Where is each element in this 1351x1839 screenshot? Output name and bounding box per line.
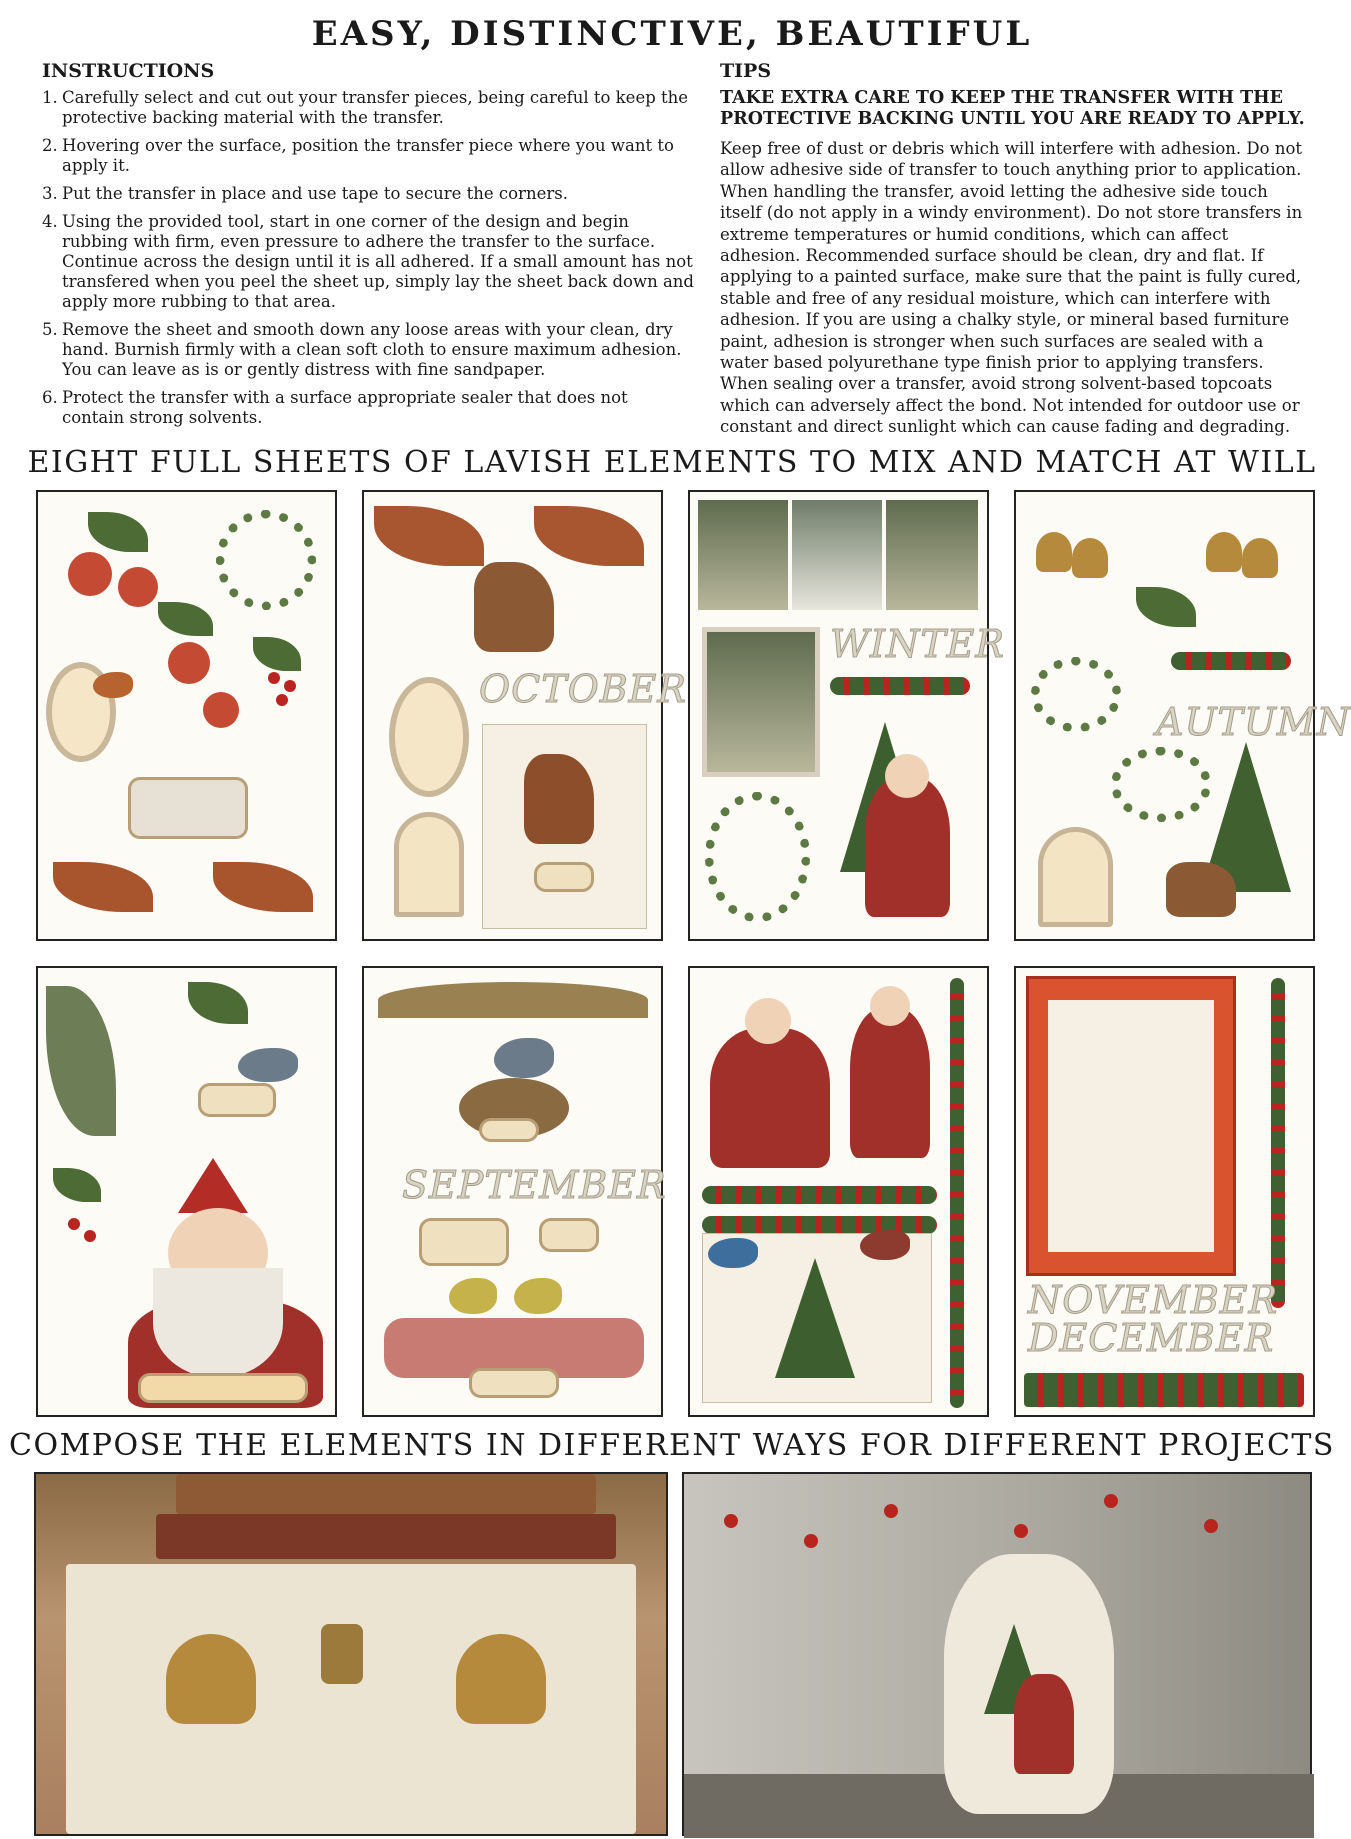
instruction-step: 5. Remove the sheet and smooth down any loose areas with your clean, dry hand. Burnish firmly with a clean soft cloth to ensure maximum adhesion. You can leave as is or gently distress with fine sandpaper. bbox=[42, 320, 682, 379]
bird-illustration bbox=[93, 672, 133, 698]
sheet-santa-holly bbox=[688, 966, 989, 1417]
sheet-label-december: DECEMBER bbox=[1028, 1316, 1275, 1360]
tips-body: Keep free of dust or debris which will interfere with adhesion. Do not allow adhesive side of transfer to touch anything prior to application. When handling the transfer, avoid letting the adhesive side touch itself (do not apply in a windy environment). Do not store transfers in extreme temperatures or humid conditions, which can affect adhesion. Recommended surface should be clean, dry and flat. If applying to a painted surface, make sure that the paint is fully cured, stable and free of any residual moisture, which can interfere with adhesion. If you are using a chalky style, or mineral based furniture paint, adhesion is stronger when such surfaces are sealed with a water based polyurethane type finish prior to applying transfers. When sealing over a transfer, avoid strong solvent-based topcoats which can adversely affect the bond. Not intended for outdoor use or constant and direct sunlight which can cause fading and degrading. bbox=[720, 139, 1303, 437]
instruction-step: 2. Hovering over the surface, position the transfer piece where you want to apply it. bbox=[42, 136, 674, 175]
bird-illustration bbox=[449, 1278, 497, 1314]
instruction-step: 1. Carefully select and cut out your transfer pieces, being careful to keep the protective backing material with the transfer. bbox=[42, 88, 689, 127]
bird-illustration bbox=[514, 1278, 562, 1314]
santa-illustration bbox=[865, 777, 950, 917]
instruction-step: 6. Protect the transfer with a surface appropriate sealer that does not contain strong solvents. bbox=[42, 388, 628, 427]
bird-illustration bbox=[708, 1238, 758, 1268]
autumn-leaves-illustration bbox=[53, 862, 153, 912]
instructions-heading: INSTRUCTIONS bbox=[42, 60, 215, 82]
sheet-apples-holly bbox=[36, 490, 337, 941]
tips-lead: TAKE EXTRA CARE TO KEEP THE TRANSFER WITH THE PROTECTIVE BACKING UNTIL YOU ARE READY TO APPLY. bbox=[720, 88, 1305, 129]
santa-face-illustration bbox=[745, 998, 791, 1044]
bell-illustration bbox=[1036, 532, 1072, 572]
foliage-illustration bbox=[534, 506, 644, 566]
santa-hat-illustration bbox=[178, 1158, 248, 1213]
foliage-illustration bbox=[374, 506, 484, 566]
tips-heading: TIPS bbox=[720, 60, 772, 82]
sheet-label-september: SEPTEMBER bbox=[402, 1163, 667, 1207]
floral-vine-illustration bbox=[46, 986, 116, 1136]
tips-section bbox=[720, 60, 1310, 438]
leaf-illustration bbox=[158, 602, 213, 636]
squirrel-illustration bbox=[524, 754, 594, 844]
apple-illustration bbox=[68, 552, 112, 596]
label-plaque-illustration bbox=[539, 1218, 599, 1252]
oval-frame-illustration bbox=[389, 677, 469, 797]
bell-decal-illustration bbox=[166, 1634, 256, 1724]
instructions-list bbox=[42, 88, 694, 428]
poem-page-illustration bbox=[1048, 1000, 1214, 1252]
sheets-heading: EIGHT FULL SHEETS OF LAVISH ELEMENTS TO MIX AND MATCH AT WILL bbox=[27, 445, 1317, 480]
tree-scene-illustration bbox=[792, 500, 882, 610]
apple-illustration bbox=[118, 567, 158, 607]
santa-reading-illustration bbox=[710, 1028, 830, 1168]
project-photo-pitcher bbox=[682, 1472, 1312, 1836]
holly-illustration bbox=[253, 637, 301, 671]
instruction-step: 4. Using the provided tool, start in one corner of the design and begin rubbing with firm, even pressure to adhere the transfer to the surface. Continue across the design until it is all adhered. If a small amount has not transfered when you peel the sheet up, simply lay the sheet back down and apply more rubbing to that area. bbox=[42, 212, 694, 311]
bell-decal-illustration bbox=[456, 1634, 546, 1724]
sheet-label-winter: WINTER bbox=[830, 622, 1006, 666]
oval-wreath-illustration bbox=[1031, 657, 1121, 732]
bird-illustration bbox=[494, 1038, 554, 1078]
santa-decal-illustration bbox=[1014, 1674, 1074, 1774]
berry-illustration bbox=[724, 1514, 738, 1528]
deer-illustration bbox=[1166, 862, 1236, 917]
santa-standing-illustration bbox=[850, 1008, 930, 1158]
bird-illustration bbox=[238, 1048, 298, 1082]
tree-illustration bbox=[775, 1258, 855, 1378]
apple-illustration bbox=[168, 642, 210, 684]
leaf-illustration bbox=[88, 512, 148, 552]
holly-vine-illustration bbox=[950, 978, 964, 1408]
berry-illustration bbox=[804, 1534, 818, 1548]
berry-illustration bbox=[884, 1504, 898, 1518]
label-plaque-illustration bbox=[198, 1083, 276, 1117]
bird-illustration bbox=[860, 1230, 910, 1260]
sheet-label-october: OCTOBER bbox=[479, 667, 688, 711]
instruction-step: 3. Put the transfer in place and use tape to secure the corners. bbox=[42, 184, 568, 203]
santa-face-illustration bbox=[870, 986, 910, 1026]
arch-frame-illustration bbox=[1038, 827, 1113, 927]
sheet-label-november: NOVEMBER bbox=[1028, 1278, 1279, 1322]
oak-leaf-illustration bbox=[1136, 587, 1196, 627]
oak-leaf-illustration bbox=[188, 982, 248, 1024]
berry-illustration bbox=[84, 1230, 96, 1242]
book-illustration bbox=[176, 1474, 596, 1514]
stag-illustration bbox=[474, 562, 554, 652]
santa-face-illustration bbox=[885, 754, 929, 798]
sheet-winter bbox=[688, 490, 1006, 941]
wooden-chest-illustration bbox=[66, 1564, 636, 1834]
label-plaque-illustration bbox=[479, 1118, 539, 1142]
oval-wreath-illustration bbox=[1111, 747, 1211, 822]
oval-wreath-illustration bbox=[705, 792, 810, 922]
holly-garland-illustration bbox=[830, 677, 970, 695]
book-illustration bbox=[156, 1514, 616, 1559]
holly-vine-illustration bbox=[1271, 978, 1285, 1308]
berry-illustration bbox=[1204, 1519, 1218, 1533]
ornate-plaque-illustration bbox=[128, 777, 248, 839]
sheet-october bbox=[362, 490, 688, 941]
santa-forest-illustration bbox=[886, 500, 978, 610]
holly-border-illustration bbox=[1024, 1373, 1304, 1407]
page-title: EASY, DISTINCTIVE, BEAUTIFUL bbox=[311, 14, 1033, 54]
arch-frame-illustration bbox=[394, 812, 464, 917]
projects-heading: COMPOSE THE ELEMENTS IN DIFFERENT WAYS FOR DIFFERENT PROJECTS bbox=[9, 1428, 1335, 1463]
wreath-illustration bbox=[216, 510, 316, 610]
instructions-section bbox=[42, 60, 694, 436]
berry-illustration bbox=[1014, 1524, 1028, 1538]
apple-illustration bbox=[203, 692, 239, 728]
label-plaque-illustration bbox=[419, 1218, 509, 1266]
berry-illustration bbox=[276, 694, 288, 706]
santa-beard-illustration bbox=[153, 1268, 283, 1378]
sheet-santa-portrait bbox=[36, 966, 337, 1417]
laurel-garland-illustration bbox=[378, 982, 648, 1018]
project-photo-chest bbox=[34, 1472, 668, 1836]
ribbon-banner-illustration bbox=[138, 1373, 308, 1403]
label-plaque-illustration bbox=[469, 1368, 559, 1398]
holly-garland-illustration bbox=[702, 1186, 937, 1204]
sheet-september bbox=[362, 966, 667, 1417]
holly-illustration bbox=[53, 1168, 101, 1202]
berry-illustration bbox=[284, 680, 296, 692]
sheet-label-autumn: AUTUMN bbox=[1156, 700, 1351, 744]
forest-scene-illustration bbox=[698, 500, 788, 610]
bell-illustration bbox=[1072, 538, 1108, 578]
bell-illustration bbox=[1242, 538, 1278, 578]
bell-illustration bbox=[1206, 532, 1242, 572]
sheet-autumn bbox=[1014, 490, 1351, 941]
label-plaque-illustration bbox=[534, 862, 594, 892]
holly-garland-illustration bbox=[1171, 652, 1291, 670]
berry-illustration bbox=[68, 1218, 80, 1230]
lock-icon bbox=[321, 1624, 363, 1684]
autumn-leaves-illustration bbox=[213, 862, 313, 912]
sheet-november-december bbox=[1014, 966, 1315, 1417]
berry-illustration bbox=[268, 672, 280, 684]
berry-illustration bbox=[1104, 1494, 1118, 1508]
framed-forest-illustration bbox=[702, 627, 820, 777]
